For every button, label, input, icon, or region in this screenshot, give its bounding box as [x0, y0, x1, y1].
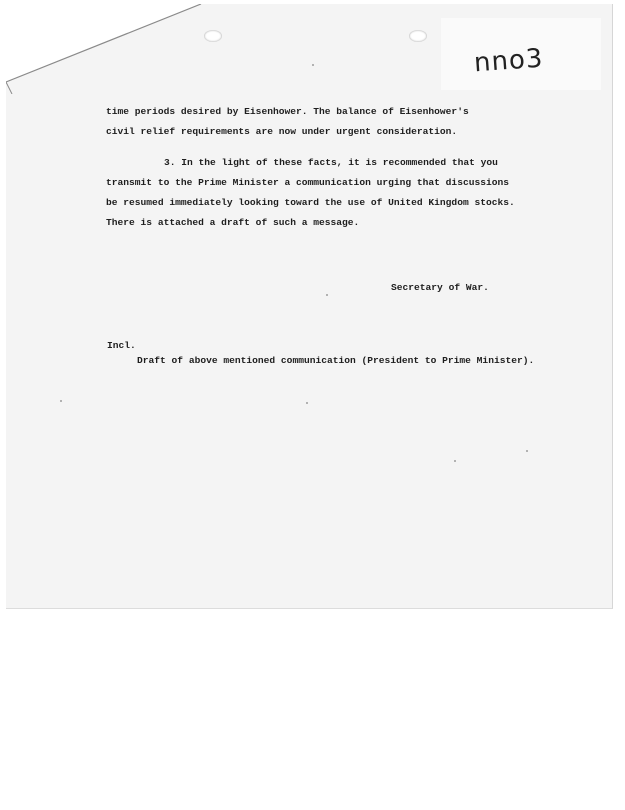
- text-line: time periods desired by Eisenhower. The balance of Eisenhower's: [106, 106, 469, 117]
- paragraph-continuation: [106, 102, 469, 142]
- text-line: There is attached a draft of such a message.: [106, 217, 360, 228]
- paper-sheet: [6, 4, 613, 609]
- punch-hole: [409, 30, 427, 42]
- handwritten-page-number: nno3: [473, 43, 545, 79]
- paper-speck: [526, 450, 528, 452]
- enclosure-label: Incl.: [107, 340, 136, 351]
- text-line: be resumed immediately looking toward the use of United Kingdom stocks.: [106, 197, 515, 208]
- text-line: 3. In the light of these facts, it is recommended that you: [164, 157, 498, 168]
- text-line: civil relief requirements are now under urgent consideration.: [106, 126, 458, 137]
- paper-speck: [306, 402, 308, 404]
- text-line: transmit to the Prime Minister a communication urging that discussions: [106, 177, 510, 188]
- paper-speck: [60, 400, 62, 402]
- paper-speck: [312, 64, 314, 66]
- punch-hole: [204, 30, 222, 42]
- paper-speck: [454, 460, 456, 462]
- signature-line: Secretary of War.: [391, 282, 489, 293]
- enclosure-description: Draft of above mentioned communication (President to Prime Minister).: [137, 355, 535, 366]
- paragraph-3: [106, 153, 515, 233]
- folded-corner: [6, 4, 206, 94]
- paper-speck: [326, 294, 328, 296]
